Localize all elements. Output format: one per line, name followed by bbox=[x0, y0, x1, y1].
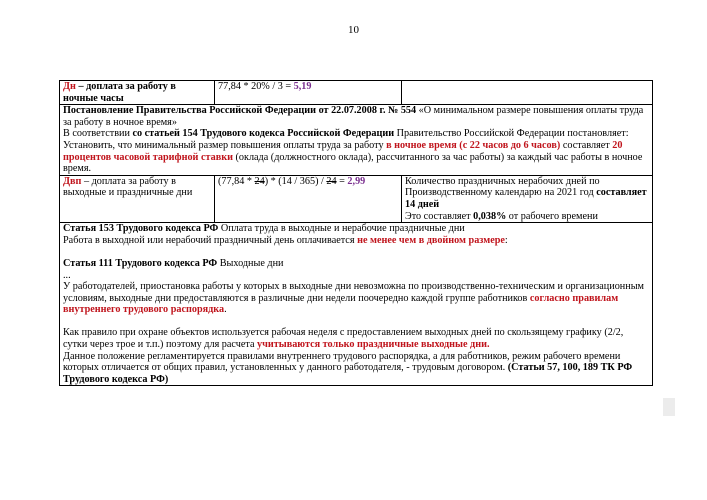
holiday-label-cell bbox=[60, 175, 215, 222]
article-111-title: Статья 111 Трудового кодекса РФ bbox=[63, 257, 218, 269]
holiday-note-days: составляет 14 дней bbox=[405, 187, 647, 210]
holiday-label: – доплата за работу в выходные и праздничные дни bbox=[63, 175, 193, 199]
holiday-formula-3: ) * (14 / 365) / bbox=[264, 175, 327, 187]
holiday-note-cell bbox=[402, 175, 653, 222]
holiday-formula-1: (77,84 * bbox=[218, 175, 255, 187]
paragraph-3: Данное положение регламентируется правилами внутреннего трудового распорядка, а для работников, режим рабочего времени которых отличается от общих правил, установленных у данного работодателя, - трудовым договором. bbox=[63, 350, 621, 374]
calculation-table bbox=[59, 80, 653, 386]
articles-cell bbox=[60, 223, 653, 386]
holiday-code: Двп bbox=[63, 175, 82, 187]
article-153-text-c: : bbox=[504, 234, 508, 246]
paragraph-2-holidays: учитываются только праздничные выходные дни. bbox=[257, 339, 490, 351]
article-153-text-a: Работа в выходной или нерабочий праздничный день оплачивается bbox=[63, 234, 358, 246]
decree-title: Постановление Правительства Российской Федерации от 22.07.2008 г. № 554 bbox=[63, 105, 417, 117]
paragraph-1-a: У работодателей, приостановка работы у которых в выходные дни невозможна по производственно-техническим и организационным условиям, выходные дни предоставляются в различные дни недели поочередно каждой группе работников bbox=[63, 281, 644, 304]
decree-line3-c: составляет bbox=[560, 139, 613, 151]
table-row-articles bbox=[60, 223, 653, 386]
scan-blot bbox=[663, 398, 675, 416]
night-result: 5,19 bbox=[293, 81, 312, 92]
night-label: – доплата за работу в ночные часы bbox=[63, 81, 176, 104]
article-153-rest: Оплата труда в выходные и нерабочие праздничные дни bbox=[218, 223, 465, 235]
holiday-note-1: Количество праздничных нерабочих дней по Производственному календарю на 2021 год bbox=[405, 175, 600, 199]
decree-line3-e: (оклада (должностного оклада), рассчитанного за час работы) за каждый час работы в ночное время. bbox=[63, 151, 643, 175]
table-row-night bbox=[60, 81, 653, 105]
holiday-formula-2: 24 bbox=[254, 175, 265, 187]
decree-line3-a: Установить, что минимальный размер повышения оплаты труда за работу bbox=[63, 139, 387, 151]
decree-cell bbox=[60, 105, 653, 176]
decree-night-time: в ночное время (с 22 часов до 6 часов) bbox=[386, 139, 561, 151]
holiday-note-percent: 0,038% bbox=[473, 210, 507, 222]
holiday-formula-5: = bbox=[336, 175, 348, 187]
paragraph-1-rules: согласно правилам внутреннего трудового распорядка bbox=[63, 292, 619, 316]
paragraph-1-c: . bbox=[224, 304, 227, 316]
decree-line2-a: В соответствии bbox=[63, 128, 133, 140]
table-row-decree bbox=[60, 105, 653, 176]
holiday-note-3: Это составляет bbox=[405, 210, 474, 222]
night-formula: 77,84 * 20% / 3 = bbox=[218, 81, 294, 92]
night-label-cell bbox=[60, 81, 215, 105]
decree-line2-ref: со статьей 154 Трудового кодекса Российской Федерации bbox=[132, 128, 395, 140]
holiday-formula-4: 24 bbox=[326, 175, 337, 187]
article-153-title: Статья 153 Трудового кодекса РФ bbox=[63, 223, 219, 235]
article-153-double: не менее чем в двойном размере bbox=[357, 234, 505, 246]
night-note-cell bbox=[402, 81, 653, 105]
decree-title-rest: «О минимальном размере повышения оплаты труда за работу в ночное время» bbox=[63, 105, 644, 128]
decree-line2-c: Правительство Российской Федерации постановляет: bbox=[394, 128, 629, 140]
page-number: 10 bbox=[348, 24, 359, 36]
ellipsis: ... bbox=[63, 269, 71, 281]
article-111-rest: Выходные дни bbox=[217, 257, 284, 269]
decree-percent: 20 процентов часовой тарифной ставки bbox=[63, 139, 623, 163]
paragraph-2-a: Как правило при охране объектов используется рабочая неделя с предоставлением выходных дней по скользящему графику (2/2, сутки через трое и т.п.) поэтому для расчета bbox=[63, 327, 624, 351]
night-code: Дн bbox=[63, 81, 76, 92]
night-formula-cell bbox=[215, 81, 402, 105]
paragraph-3-ref: (Статьи 57, 100, 189 ТК РФ Трудового кодекса РФ) bbox=[63, 362, 633, 385]
holiday-formula-cell bbox=[215, 175, 402, 222]
table-row-holiday bbox=[60, 175, 653, 222]
holiday-result: 2,99 bbox=[347, 175, 366, 187]
holiday-note-5: от рабочего времени bbox=[506, 210, 598, 222]
